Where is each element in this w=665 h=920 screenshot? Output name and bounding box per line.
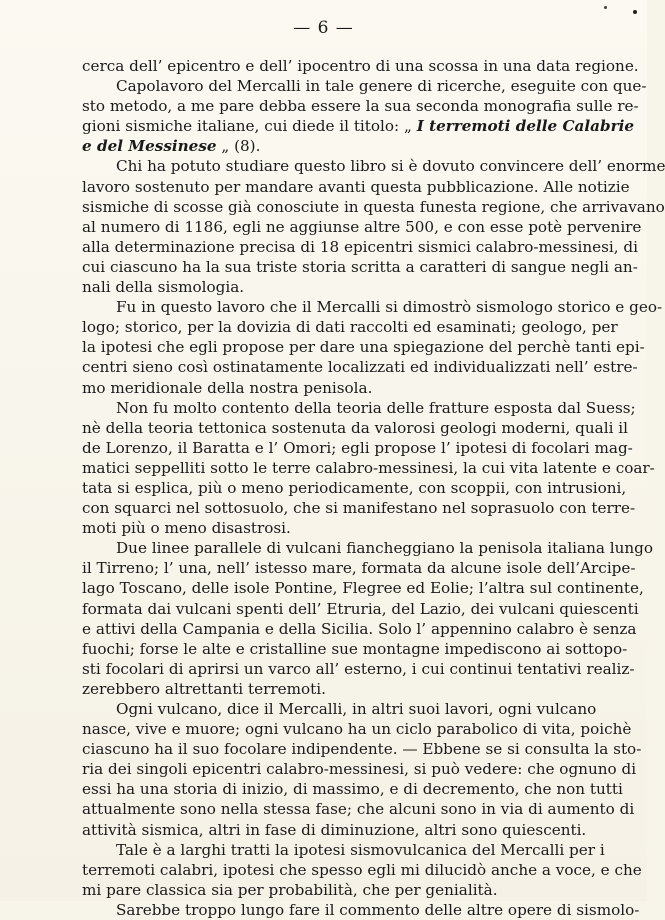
text-line: cui ciascuno ha la sua triste storia scritta a caratteri di sangue negli an- <box>82 257 638 276</box>
text-line: Non fu molto contento della teoria delle fratture esposta dal Suess; <box>116 398 636 417</box>
text-line: moti più o meno disastrosi. <box>82 519 291 538</box>
text-line: Due linee parallele di vulcani fiancheggiano la penisola italiana lungo <box>116 539 654 558</box>
text-line: Capolavoro del Mercalli in tale genere di ricerche, eseguite con que- <box>116 77 647 96</box>
text-line: centri sieno così ostinatamente localizzati ed individualizzati nell’ estre- <box>82 358 638 377</box>
title-emphasis: I terremoti delle Calabrie <box>416 117 635 136</box>
ink-speck <box>604 6 607 9</box>
text-line: lavoro sostenuto per mandare avanti questa pubblicazione. Alle notizie <box>82 177 630 196</box>
text-line: zerebbero altrettanti terremoti. <box>82 679 326 698</box>
title-emphasis: e del Messinese <box>82 137 217 156</box>
text-line: Sarebbe troppo lungo fare il commento delle altre opere di sismolo- <box>116 900 640 919</box>
text-line: e del Messinese „ (8). <box>82 137 261 156</box>
text-line: essi ha una storia di inizio, di massimo, e di decremento, che non tutti <box>82 780 623 799</box>
text-line: sismiche di scosse già conosciute in questa funesta regione, che arrivavano <box>82 197 665 216</box>
page-number: — 6 — <box>293 18 354 38</box>
text-line: nè della teoria tettonica sostenuta da valorosi geologi moderni, quali il <box>82 418 628 437</box>
text-line: matici seppelliti sotto le terre calabro-messinesi, la cui vita latente e coar- <box>82 458 655 477</box>
text-line: de Lorenzo, il Baratta e l’ Omori; egli propose l’ ipotesi di focolari mag- <box>82 438 633 457</box>
text-line: tata si esplica, più o meno periodicamente, con scoppii, con intrusioni, <box>82 478 627 497</box>
text-line: nali della sismologia. <box>82 278 245 297</box>
text-line: fuochi; forse le alte e cristalline sue montagne impediscono ai sottopo- <box>82 639 628 658</box>
text-line: ciascuno ha il suo focolare indipendente. — Ebbene se si consulta la sto- <box>82 740 642 759</box>
text-line: Chi ha potuto studiare questo libro si è dovuto convincere dell’ enorme <box>116 157 665 176</box>
text-line: lago Toscano, delle isole Pontine, Flegree ed Eolie; l’altra sul continente, <box>82 579 644 598</box>
text-line: con squarci nel sottosuolo, che si manifestano nel soprasuolo con terre- <box>82 499 636 518</box>
text-line: ria dei singoli epicentri calabro-messinesi, si può vedere: che ognuno di <box>82 760 637 779</box>
text-line: Tale è a larghi tratti la ipotesi sismovulcanica del Mercalli per i <box>116 840 605 859</box>
text-line: Ogni vulcano, dice il Mercalli, in altri suoi lavori, ogni vulcano <box>116 700 597 718</box>
text-line: logo; storico, per la dovizia di dati raccolti ed esaminati; geologo, per <box>82 318 618 337</box>
text-line: e attivi della Campania e della Sicilia. Solo l’ appennino calabro è senza <box>82 619 637 638</box>
text-line: gioni sismiche italiane, cui diede il titolo: „ I terremoti delle Calabrie <box>82 117 635 136</box>
text-line: la ipotesi che egli propose per dare una spiegazione del perchè tanti epi- <box>82 338 645 357</box>
text-line: mo meridionale della nostra penisola. <box>82 378 373 397</box>
body-text <box>82 56 665 920</box>
text-line: terremoti calabri, ipotesi che spesso egli mi dilucidò anche a voce, e che <box>82 860 642 879</box>
text-line: sto metodo, a me pare debba essere la sua seconda monografia sulle re- <box>82 97 639 116</box>
text-line: attività sismica, altri in fase di diminuzione, altri sono quiescenti. <box>82 820 587 839</box>
text-line: sti focolari di aprirsi un varco all’ esterno, i cui continui tentativi realiz- <box>82 659 635 678</box>
text-line: Fu in questo lavoro che il Mercalli si dimostrò sismologo storico e geo- <box>116 298 663 317</box>
text-line: mi pare classica sia per probabilità, che per genialità. <box>82 880 498 899</box>
ink-speck <box>633 10 637 14</box>
text-line: alla determinazione precisa di 18 epicentri sismici calabro-messinesi, di <box>82 237 638 256</box>
text-line: formata dai vulcani spenti dell’ Etruria, del Lazio, dei vulcani quiescenti <box>82 599 639 618</box>
text-line: nasce, vive e muore; ogni vulcano ha un ciclo parabolico di vita, poichè <box>82 720 632 739</box>
text-line: al numero di 1186, egli ne aggiunse altre 500, e con esse potè pervenire <box>82 217 642 236</box>
text-line: attualmente sono nella stessa fase; che alcuni sono in via di aumento di <box>82 800 635 819</box>
text-line: cerca dell’ epicentro e dell’ ipocentro di una scossa in una data regione. <box>82 57 639 75</box>
text-line: il Tirreno; l’ una, nell’ istesso mare, formata da alcune isole dell’Arcipe- <box>82 559 636 578</box>
